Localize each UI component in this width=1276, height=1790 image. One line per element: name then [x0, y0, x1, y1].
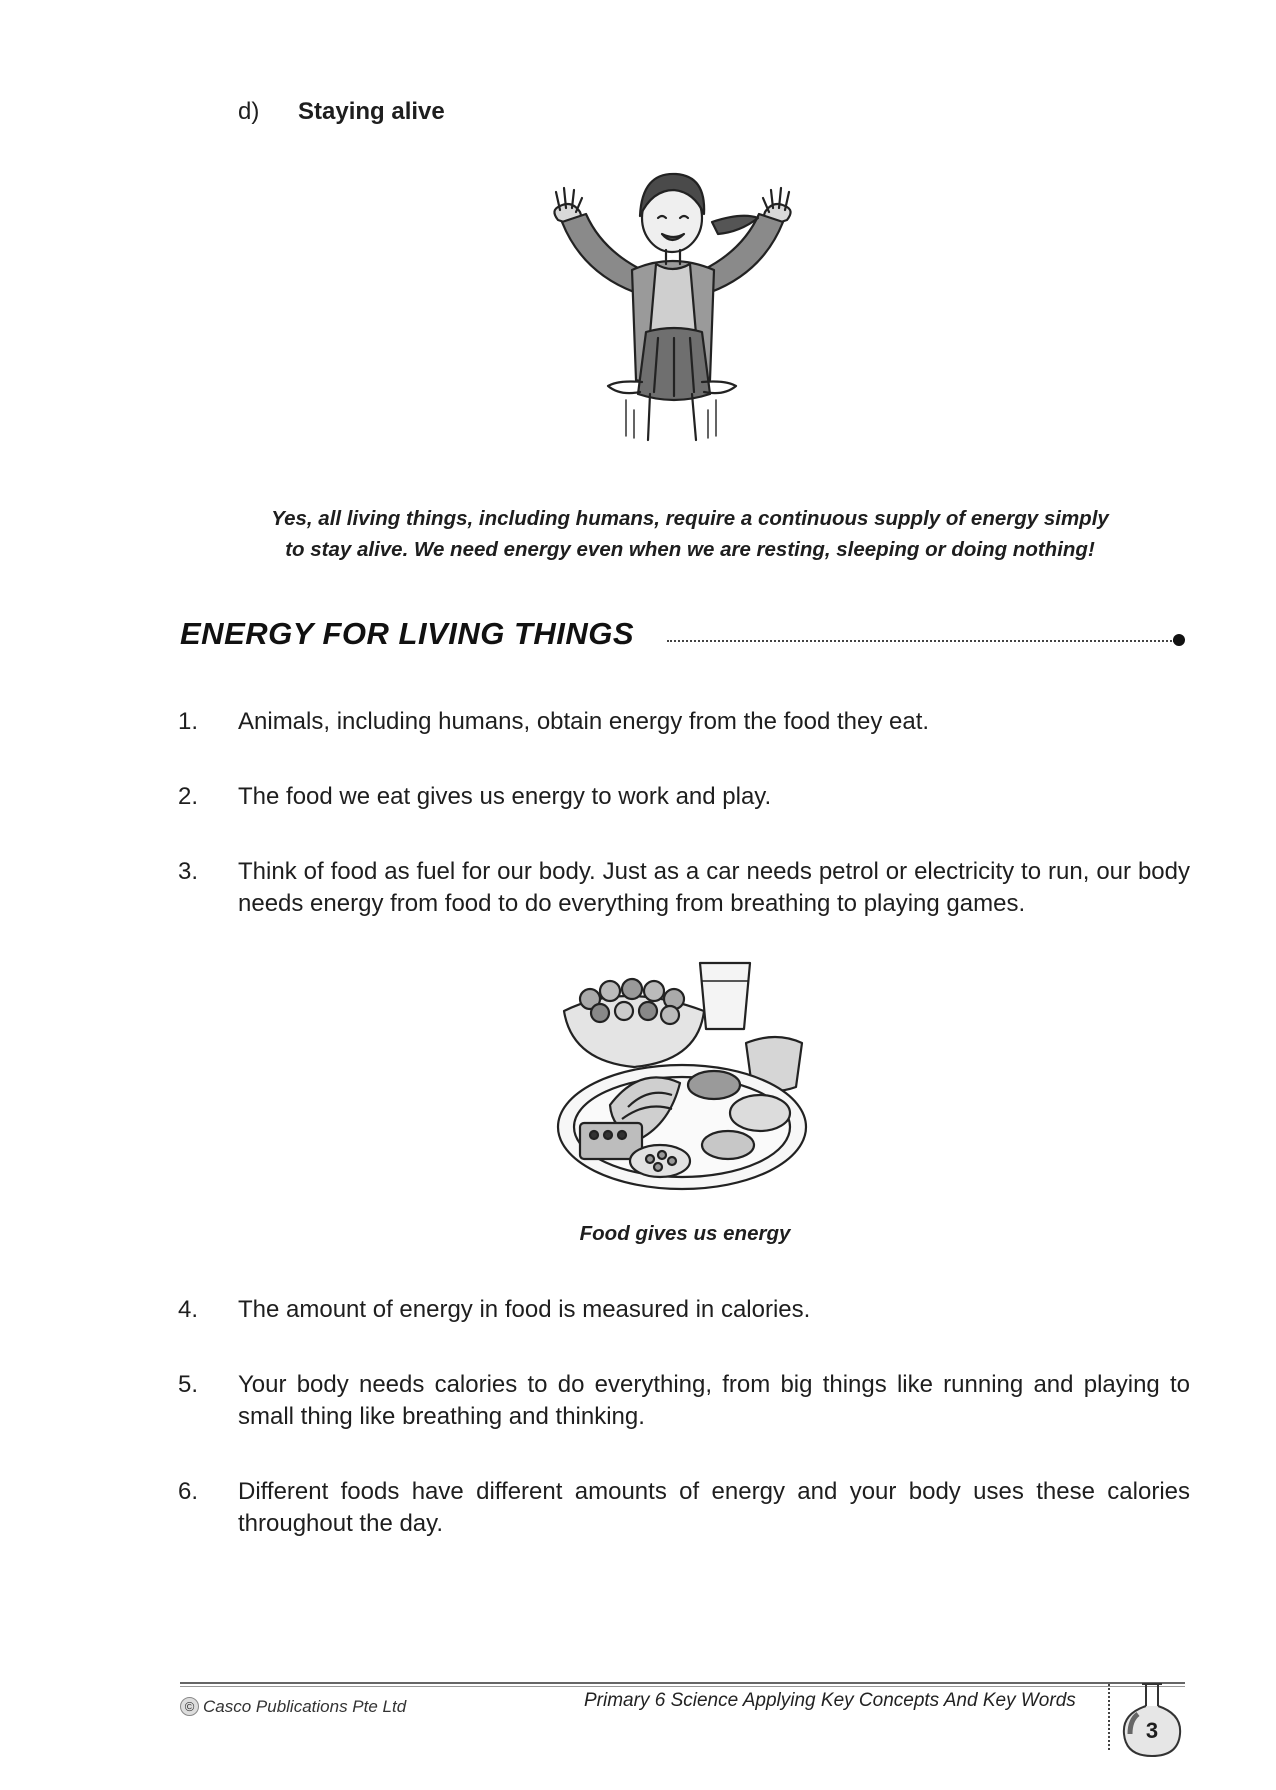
footer-copyright [180, 1697, 406, 1717]
list-item-number: 1. [178, 708, 199, 735]
food-plate-illustration [550, 955, 830, 1205]
page-number: 3 [1145, 1718, 1159, 1743]
footer-rule [180, 1682, 1185, 1684]
list-item-number: 5. [178, 1371, 199, 1398]
list-item-text: The food we eat gives us energy to work and play. [238, 783, 772, 810]
food-caption: Food gives us energy [579, 1222, 791, 1245]
list-item-text: Your body needs calories to do everything, from big things like running and playing to small thing like breathing and thinking. [238, 1371, 1190, 1430]
intro-note [200, 503, 1180, 565]
list-item-text: Different foods have different amounts of energy and your body uses these calories throughout the day. [238, 1478, 1190, 1537]
subsection-title: Staying alive [298, 98, 445, 125]
section-heading: ENERGY FOR LIVING THINGS [180, 616, 635, 651]
heading-end-dot [1173, 634, 1185, 646]
list-item-text: Think of food as fuel for our body. Just as a car needs petrol or electricity to run, our body needs energy from food to do everything from breathing to playing games. [238, 858, 1190, 917]
list-item-number: 4. [178, 1296, 199, 1323]
list-item-text: Animals, including humans, obtain energy from the food they eat. [238, 708, 930, 735]
footer-book-title: Primary 6 Science Applying Key Concepts And Key Words [584, 1690, 1076, 1711]
subsection-label: d) [238, 98, 260, 125]
intro-note-line-1: Yes, all living things, including humans, require a continuous supply of energy simply [271, 507, 1109, 530]
list-item-number: 6. [178, 1478, 199, 1505]
intro-note-line-2: to stay alive. We need energy even when we are resting, sleeping or doing nothing! [285, 538, 1095, 561]
publisher-name: Casco Publications Pte Ltd [203, 1697, 407, 1716]
page-number-badge [1120, 1680, 1184, 1765]
copyright-icon: © [180, 1697, 199, 1716]
list-item-text: The amount of energy in food is measured in calories. [238, 1296, 811, 1323]
footer-dotted-divider [1108, 1684, 1110, 1750]
jumping-girl-illustration [540, 160, 820, 450]
heading-dotted-rule [667, 640, 1175, 642]
footer-rule [180, 1686, 1185, 1687]
list-item-number: 2. [178, 783, 199, 810]
list-item-number: 3. [178, 858, 199, 885]
